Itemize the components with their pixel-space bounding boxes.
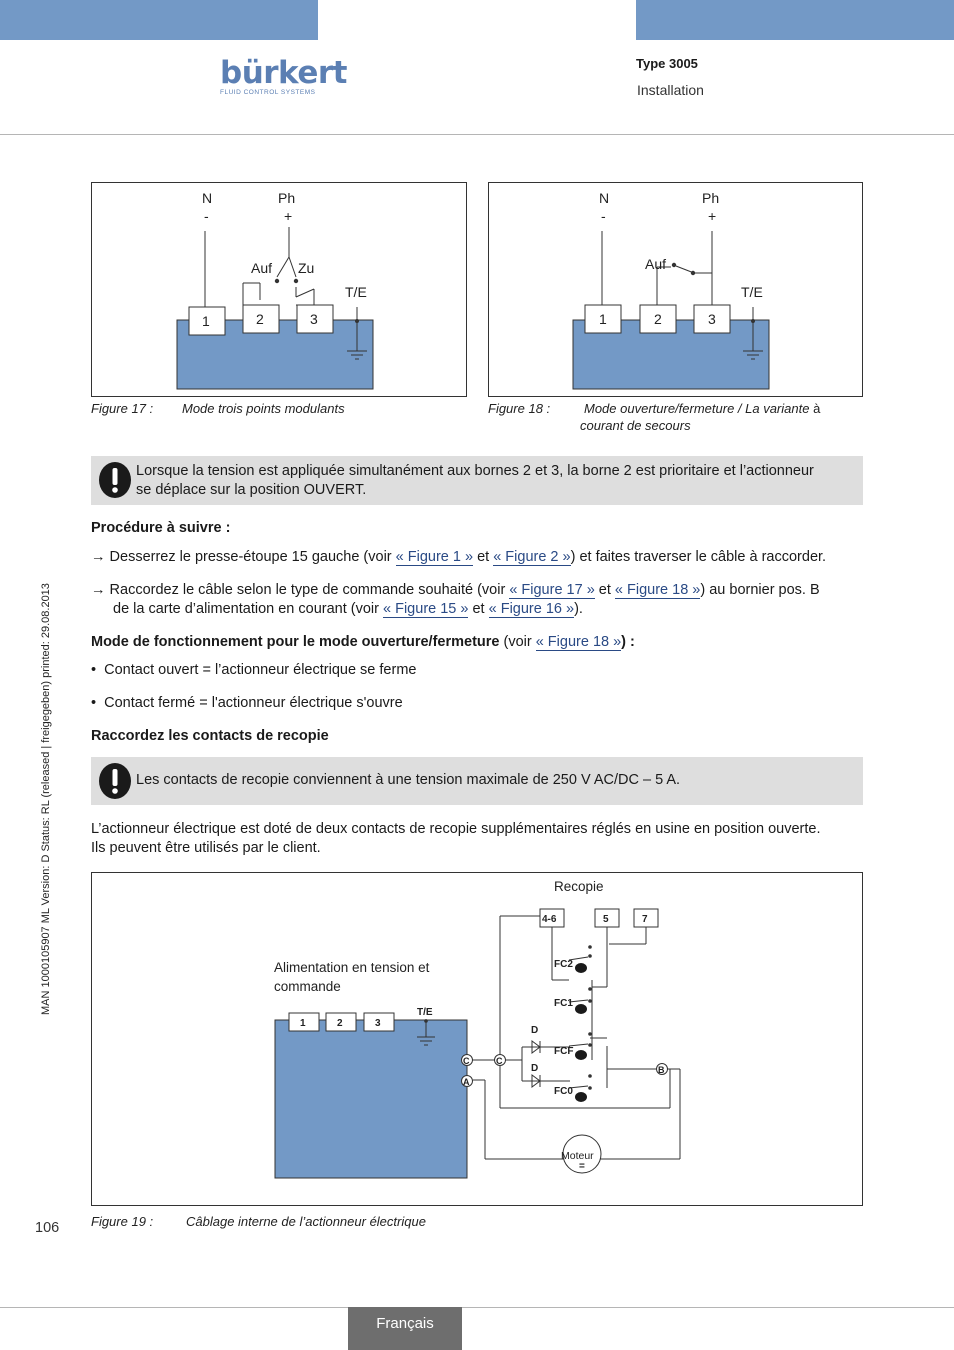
label-c-right: C: [496, 1056, 503, 1066]
figure-18: [488, 182, 863, 397]
warning-note-priority: [91, 456, 863, 505]
document-status-sidebar: MAN 1000105907 ML Version: D Status: RL (released | freigegeben) printed: 29.08.2013: [40, 583, 52, 1015]
procedure-heading: Procédure à suivre :: [91, 520, 231, 536]
label-moteur: Moteur: [561, 1150, 594, 1162]
step-2-line2-text-b: et: [468, 601, 489, 617]
procedure-step-2: [91, 581, 820, 600]
label-c-left: C: [463, 1056, 470, 1066]
warning-note-recopie: [91, 757, 863, 805]
bullet-icon: •: [91, 695, 105, 711]
bullet-contact-closed: [91, 694, 403, 713]
link-figure-18-mode[interactable]: « Figure 18 »: [535, 634, 622, 650]
procedure-step-1: [91, 548, 826, 567]
recopie-paragraph-line2: Ils peuvent être utilisés par le client.: [91, 840, 321, 856]
step-2-line2-text-a: de la carte d’alimentation en courant (voir: [113, 601, 384, 617]
figure-18-caption-line1: [584, 401, 820, 416]
step-2-text-b: et: [594, 582, 615, 598]
figure-19-caption-text: Câblage interne de l’actionneur électrique: [186, 1214, 426, 1229]
label-alim-line1: Alimentation en tension et: [274, 960, 430, 975]
note-text-line2: se déplace sur la position OUVERT.: [136, 482, 367, 498]
label-fcf: FCF: [554, 1046, 574, 1057]
step-1-text-b: et: [473, 549, 494, 565]
figure-18-caption-number: Figure 18 :: [488, 401, 551, 416]
label-ph: Ph: [702, 190, 720, 206]
mode-heading-voir: (voir: [499, 634, 536, 650]
recopie-heading: Raccordez les contacts de recopie: [91, 728, 329, 744]
mode-heading-text: Mode de fonctionnement pour le mode ouverture/fermeture: [91, 634, 500, 650]
link-figure-16[interactable]: « Figure 16 »: [488, 601, 575, 617]
label-fc1: FC1: [554, 998, 573, 1009]
header-divider: [0, 134, 954, 135]
procedure-step-2-line2: [113, 600, 583, 619]
terminal-2: 2: [337, 1018, 343, 1029]
terminal-1: 1: [599, 311, 607, 327]
section-title: Installation: [637, 82, 704, 98]
label-te: T/E: [417, 1007, 433, 1018]
label-zu: Zu: [298, 260, 315, 276]
label-alim-line2: commande: [274, 979, 341, 994]
link-figure-18[interactable]: « Figure 18 »: [614, 582, 701, 598]
label-n-sign: -: [204, 208, 209, 224]
label-n-sign: -: [601, 208, 606, 224]
figure-18-caption-text: Mode ouverture/fermeture / La variante: [584, 401, 810, 416]
label-fc0: FC0: [554, 1086, 573, 1097]
exclamation-icon: [97, 761, 133, 801]
terminal-5: 5: [603, 914, 609, 925]
logo-wordmark: bürkert: [220, 55, 347, 91]
label-ph-sign: +: [284, 208, 293, 224]
label-dc-symbol: =: [579, 1161, 585, 1172]
terminal-2: 2: [256, 311, 264, 327]
step-2-line2-text-c: ).: [574, 601, 583, 617]
label-n: N: [599, 190, 610, 206]
link-figure-17[interactable]: « Figure 17 »: [509, 582, 595, 598]
step-1-text-c: ) et faites traverser le câble à raccorder.: [570, 549, 827, 565]
label-diode-1: D: [531, 1025, 539, 1036]
terminal-3: 3: [375, 1018, 381, 1029]
terminal-2: 2: [654, 311, 662, 327]
arrow-icon: →: [91, 549, 110, 565]
logo-tagline: FLUID CONTROL SYSTEMS: [220, 89, 316, 96]
bullet-2-text: Contact fermé = l'actionneur électrique s'ouvre: [104, 695, 403, 711]
header-bar-right: [636, 0, 954, 40]
bullet-1-text: Contact ouvert = l’actionneur électrique se ferme: [104, 662, 417, 678]
header-bar-left: [0, 0, 318, 40]
label-fc2: FC2: [554, 959, 573, 970]
link-figure-15[interactable]: « Figure 15 »: [383, 601, 469, 617]
terminal-4-6: 4-6: [542, 914, 557, 925]
figure-19: [91, 872, 863, 1206]
label-n: N: [202, 190, 213, 206]
link-figure-1[interactable]: « Figure 1 »: [395, 549, 474, 565]
terminal-1: 1: [300, 1018, 306, 1029]
footer-divider: [0, 1307, 954, 1308]
figure-18-caption-line2: courant de secours: [580, 418, 691, 433]
document-type: Type 3005: [636, 56, 698, 71]
burkert-logo: [220, 55, 347, 96]
figure-17-caption-number: Figure 17 :: [91, 401, 154, 416]
terminal-1: 1: [202, 313, 210, 329]
step-2-text-a: Raccordez le câble selon le type de commande souhaité (voir: [109, 582, 510, 598]
label-recopie: Recopie: [554, 879, 604, 894]
label-ph: Ph: [278, 190, 296, 206]
figure-17: [91, 182, 467, 397]
label-diode-2: D: [531, 1063, 539, 1074]
link-figure-2[interactable]: « Figure 2 »: [493, 549, 571, 565]
step-2-text-c: ) au bornier pos. B: [700, 582, 820, 598]
figure-18-caption-a-grave: à: [809, 401, 821, 416]
figure-17-caption-text: Mode trois points modulants: [182, 401, 345, 416]
arrow-icon: →: [91, 582, 110, 598]
mode-heading: [91, 633, 635, 652]
label-ph-sign: +: [708, 208, 717, 224]
label-auf: Auf: [251, 260, 273, 276]
bullet-contact-open: [91, 661, 416, 680]
terminal-7: 7: [642, 914, 648, 925]
step-1-text-a: Desserrez le presse-étoupe 15 gauche (voir: [109, 549, 396, 565]
exclamation-icon: [97, 460, 133, 500]
figure-19-caption-number: Figure 19 :: [91, 1214, 154, 1229]
label-auf: Auf: [645, 256, 667, 272]
language-tab[interactable]: Français: [348, 1307, 462, 1350]
recopie-paragraph-line1: L’actionneur électrique est doté de deux contacts de recopie supplémentaires réglés en usine en position ouverte.: [91, 821, 821, 837]
terminal-3: 3: [310, 311, 318, 327]
mode-heading-end: ) :: [621, 634, 635, 650]
terminal-3: 3: [708, 311, 716, 327]
label-te: T/E: [345, 284, 367, 300]
page-number: 106: [35, 1220, 60, 1236]
bullet-icon: •: [91, 662, 105, 678]
note-recopie-text: Les contacts de recopie conviennent à une tension maximale de 250 V AC/DC – 5 A.: [136, 772, 681, 788]
label-b: B: [658, 1065, 665, 1075]
label-a: A: [463, 1077, 470, 1087]
note-text-line1: Lorsque la tension est appliquée simultanément aux bornes 2 et 3, la borne 2 est prioritaire et l’actionneur: [136, 463, 814, 479]
label-te: T/E: [741, 284, 763, 300]
